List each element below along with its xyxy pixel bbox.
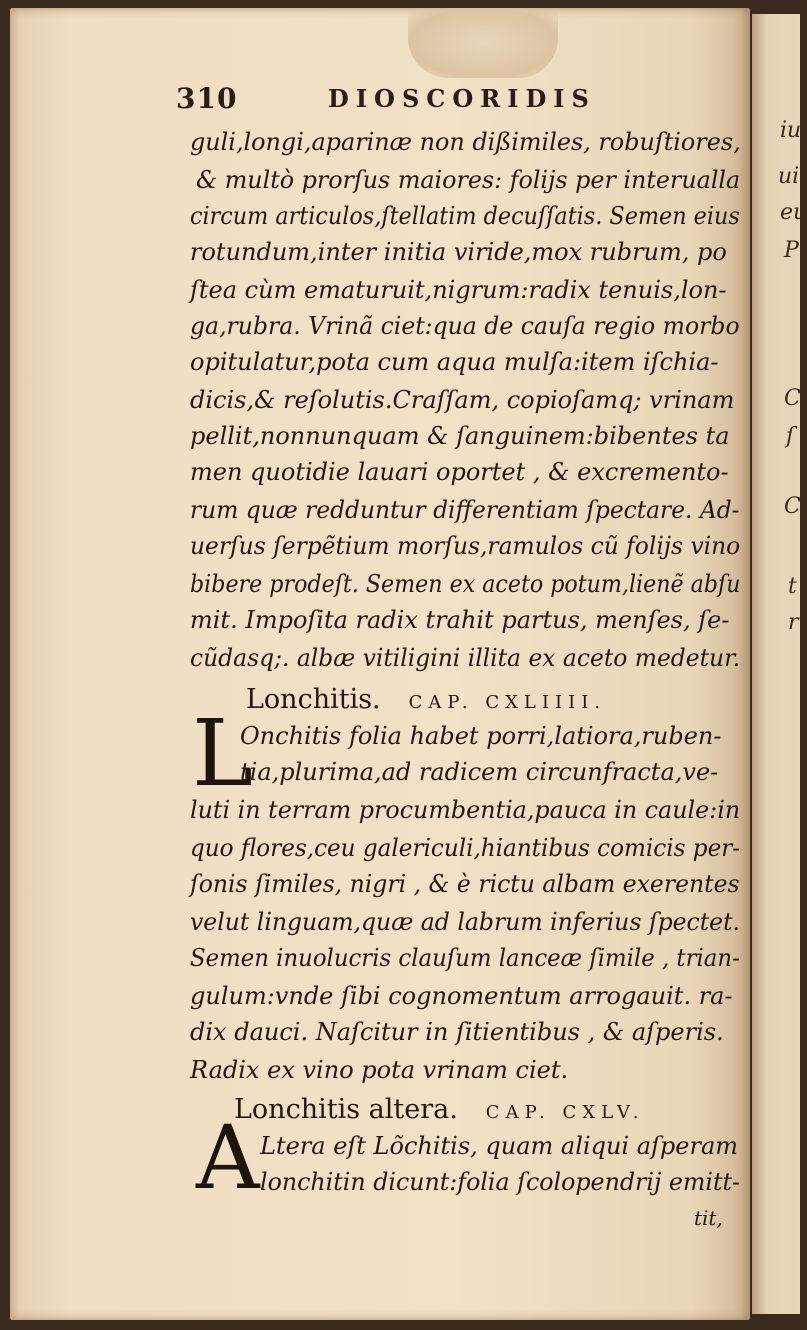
facing-fragment: P	[784, 238, 799, 263]
text-line: opitulatur,pota cum aqua mulſa:item iſchia-	[190, 348, 719, 376]
text-line: quo flores,ceu galericuli,hiantibus comicis per-	[190, 834, 741, 862]
text-line: men quotidie lauari oportet , & excremento-	[190, 458, 729, 486]
page-header	[176, 80, 736, 120]
facing-fragment: C	[784, 494, 801, 519]
folio-number: 310	[176, 82, 238, 115]
text-line: & multò prorſus maiores: folijs per interualla	[196, 166, 741, 194]
chapter-number: CAP. CXLV.	[485, 1102, 645, 1123]
drop-initial: L	[192, 700, 254, 807]
text-line: pellit,nonnunquam & ſanguinem:bibentes ta	[190, 422, 730, 450]
text-line: ga,rubra. Vrinã ciet:qua de cauſa regio morbo	[190, 312, 740, 340]
facing-fragment: r	[788, 610, 799, 635]
facing-page-edge	[752, 14, 807, 1314]
catchword: tit,	[694, 1206, 723, 1230]
text-line: circum articulos,ſtellatim decuſſatis. Semen eius	[190, 202, 740, 230]
text-line: rum quæ redduntur differentiam ſpectare. Ad-	[190, 496, 740, 524]
chapter-title: Lonchitis.	[246, 684, 381, 715]
chapter-title: Lonchitis altera.	[234, 1094, 458, 1125]
text-line: cũdasq;. albæ vitiligini illita ex aceto medetur.	[190, 644, 741, 672]
text-line: ſtea cùm ematuruit,nigrum:radix tenuis,lon-	[190, 276, 727, 304]
text-line: velut linguam,quæ ad labrum inferius ſpectet.	[190, 908, 741, 936]
text-line: lonchitin dicunt:folia ſcolopendrij emitt-	[260, 1168, 741, 1196]
text-line: uerſus ſerpẽtium morſus,ramulos cũ folijs vino	[190, 532, 741, 560]
text-line: Radix ex vino pota vrinam ciet.	[190, 1056, 569, 1084]
chapter-heading	[234, 1094, 644, 1125]
text-line: dicis,& reſolutis.Craſſam, copioſamq; vrinam	[190, 386, 735, 414]
facing-fragment: iu	[780, 118, 802, 143]
text-line: rotundum,inter initia viride,mox rubrum, po	[190, 238, 727, 266]
chapter-heading	[246, 684, 606, 715]
facing-fragment: C	[784, 386, 801, 411]
text-line: luti in terram procumbentia,pauca in caule:in	[190, 796, 741, 824]
facing-fragment: t	[788, 574, 797, 599]
running-head: DIOSCORIDIS	[328, 84, 596, 113]
drop-initial: A	[196, 1106, 260, 1209]
text-line: Ltera eſt Lõchitis, quam aliqui aſperam	[260, 1132, 739, 1160]
text-line: tia,plurima,ad radicem circunfracta,ve-	[240, 758, 719, 786]
text-line: dix dauci. Naſcitur in ſitientibus , & aſperis.	[190, 1018, 724, 1046]
facing-fragment: ſ	[786, 424, 795, 449]
text-line: Onchitis folia habet porri,latiora,ruben-	[240, 722, 722, 750]
text-line: gulum:vnde ſibi cognomentum arrogauit. ra-	[190, 982, 733, 1010]
facing-fragment: eu	[780, 200, 807, 225]
text-line: ſonis ſimiles, nigri , & è rictu albam exerentes	[190, 870, 740, 898]
text-line: bibere prodeſt. Semen ex aceto potum,lienẽ abſu	[190, 570, 741, 598]
text-line: mit. Impoſita radix trahit partus, menſes, ſe-	[190, 606, 730, 634]
chapter-number: CAP. CXLIIII.	[408, 692, 607, 713]
text-line: guli,longi,aparinæ non dißimiles, robuſtiores,	[190, 128, 741, 156]
text-line: Semen inuolucris clauſum lanceæ ſimile , trian-	[190, 944, 740, 972]
facing-fragment: ui	[778, 164, 800, 189]
paper-stain	[408, 8, 558, 78]
